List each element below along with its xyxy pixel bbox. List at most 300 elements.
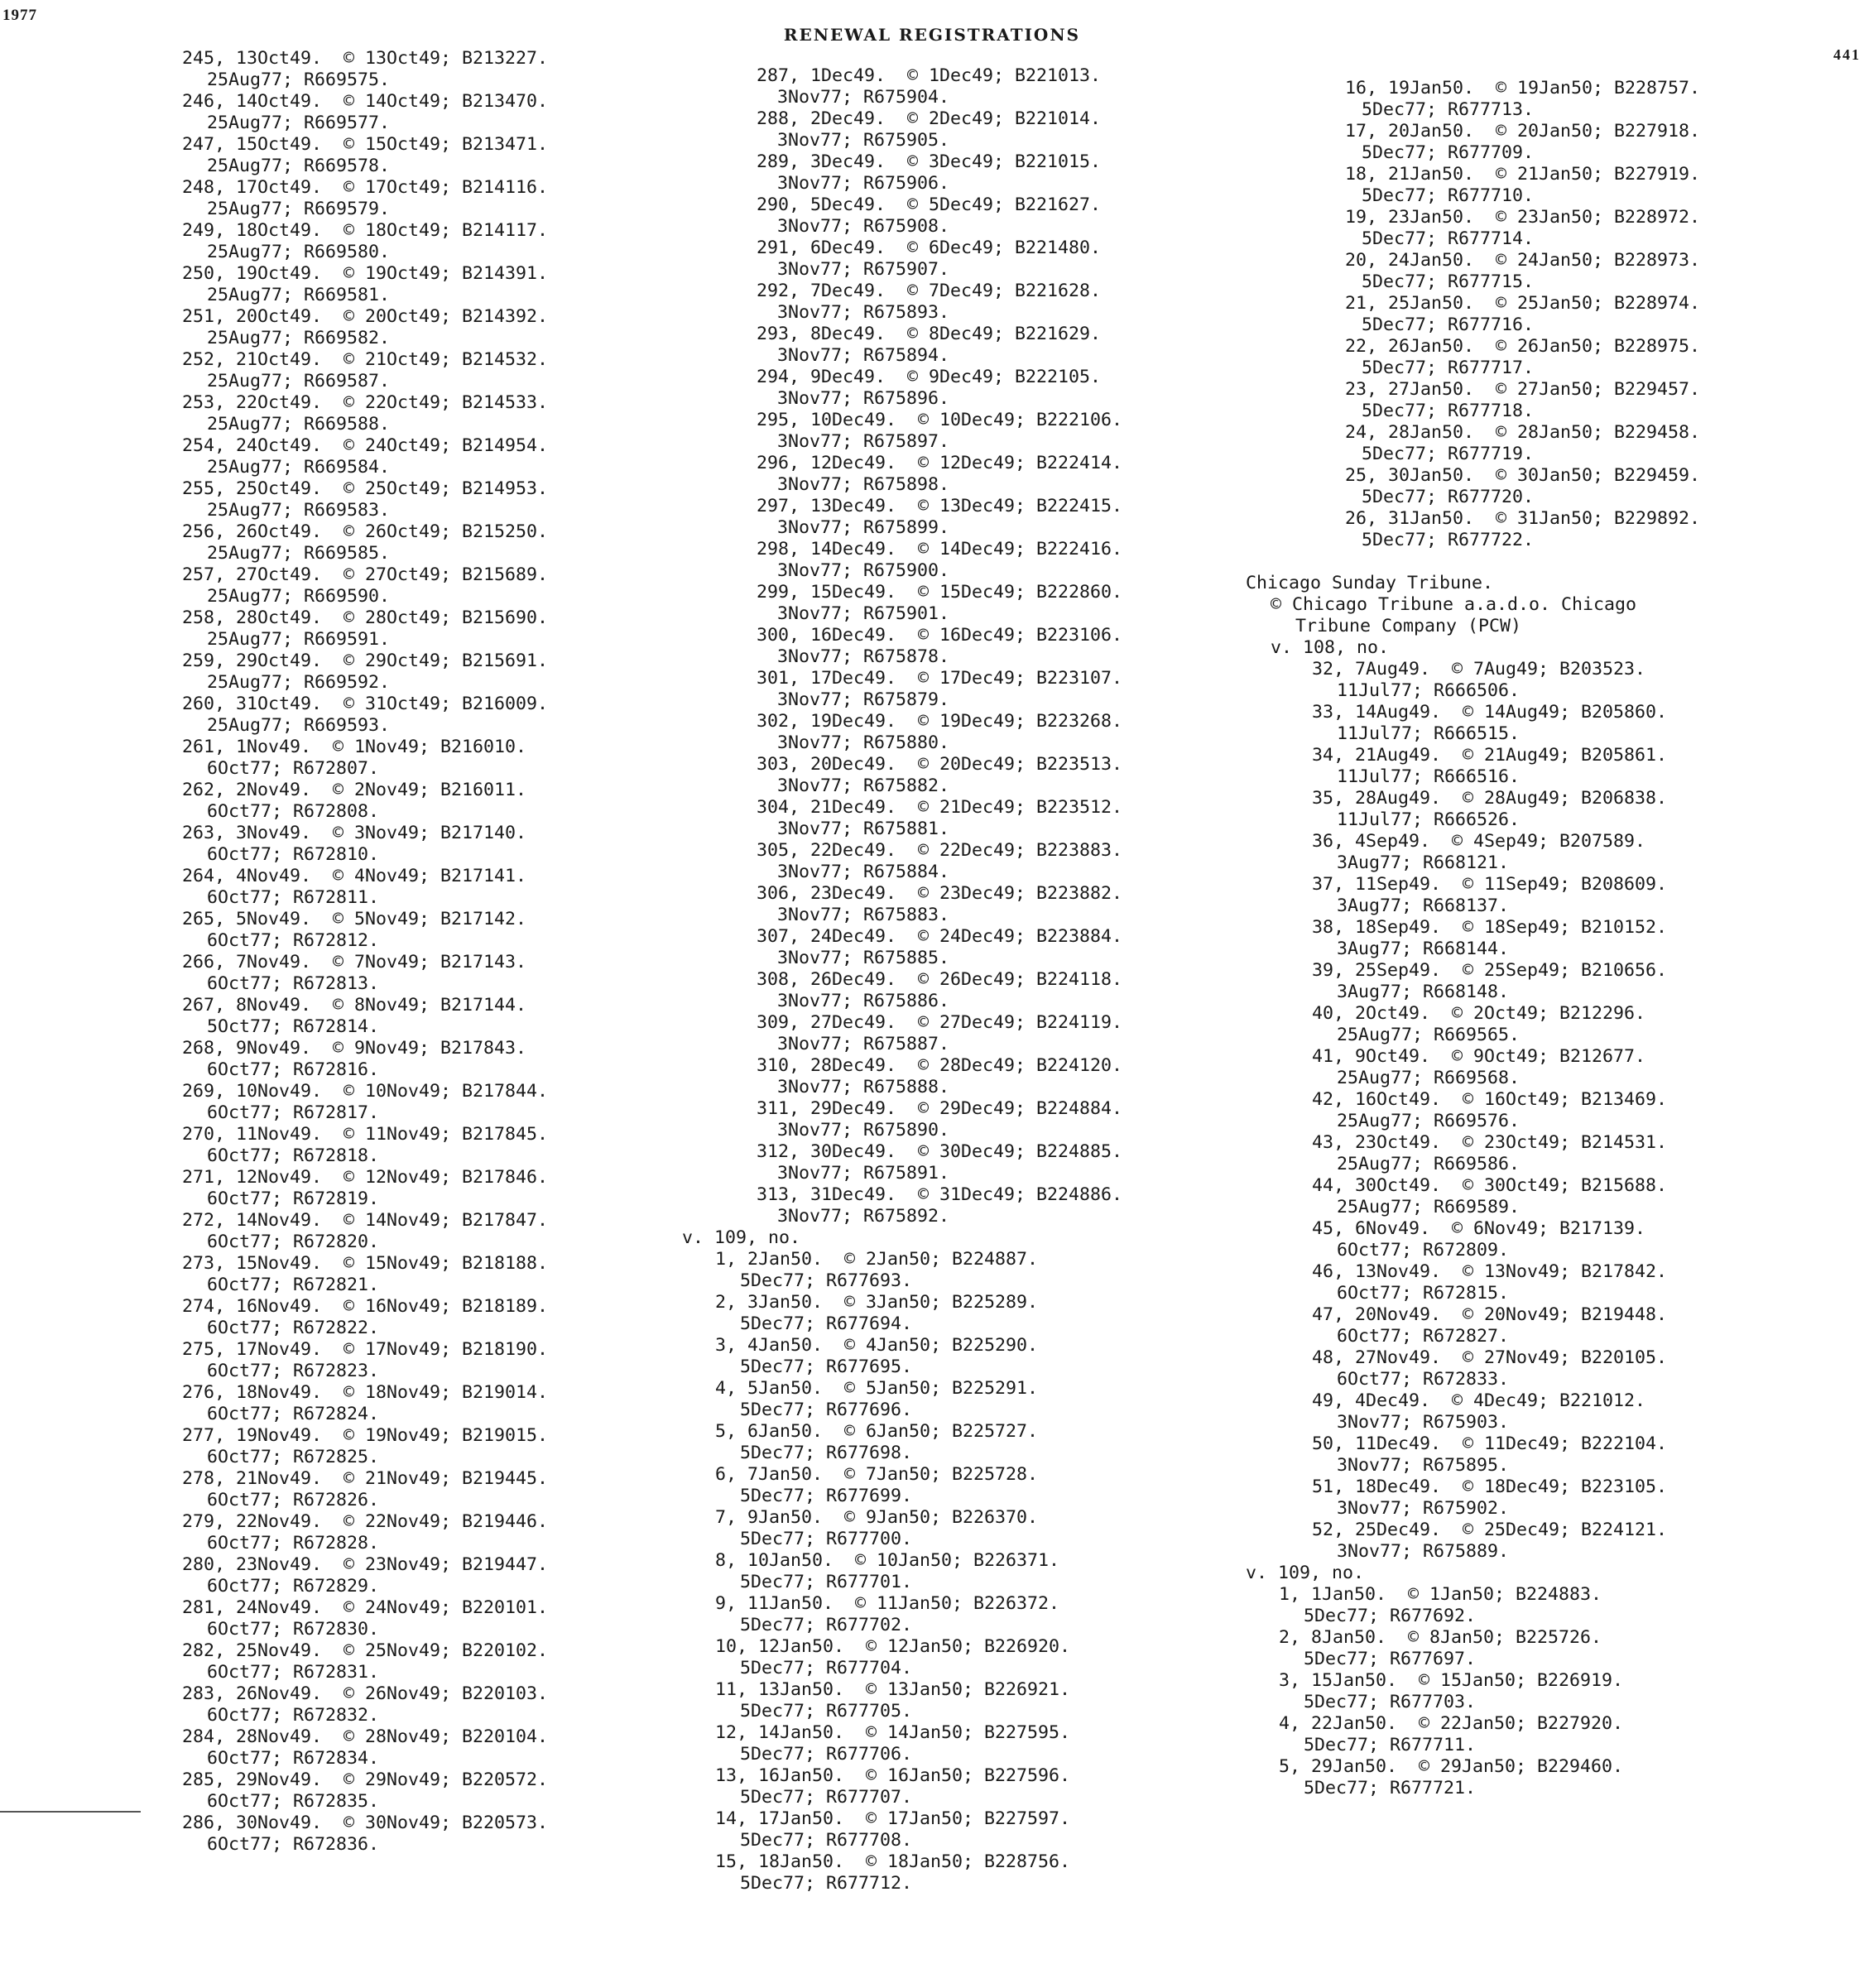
registration-entry (682, 797, 1212, 840)
entry-line-2: 6Oct77; R672836. (207, 1834, 380, 1855)
entry-line-2: 6Oct77; R672825. (207, 1447, 380, 1467)
entry-line-2: 3Nov77; R675898. (777, 474, 950, 495)
entry-line-2: 5Oct77; R672814. (207, 1016, 380, 1037)
entry-line-1: 12, 14Jan50. © 14Jan50; B227595. (715, 1722, 1071, 1743)
registration-entry (682, 1550, 1212, 1593)
entry-line-1: 274, 16Nov49. © 16Nov49; B218189. (182, 1296, 549, 1317)
entry-line-1: 306, 23Dec49. © 23Dec49; B223882. (757, 883, 1123, 904)
entry-line-1: 311, 29Dec49. © 29Dec49; B224884. (757, 1098, 1123, 1119)
entry-line-2: 25Aug77; R669586. (1337, 1154, 1521, 1174)
entry-line-1: 5, 6Jan50. © 6Jan50; B225727. (715, 1421, 1039, 1442)
entry-line-2: 3Nov77; R675890. (777, 1120, 950, 1140)
registration-entry (149, 651, 662, 694)
registration-entry (1246, 422, 1842, 465)
entry-line-2: 5Dec77; R677696. (740, 1400, 913, 1420)
registration-entry (149, 909, 662, 952)
entry-line-2: 3Nov77; R675905. (777, 130, 950, 151)
registration-entry (1246, 336, 1842, 379)
registration-entry (1246, 121, 1842, 164)
entry-line-1: 250, 19Oct49. © 19Oct49; B214391. (182, 263, 549, 284)
entry-line-2: 6Oct77; R672834. (207, 1748, 380, 1769)
registration-entry (682, 238, 1212, 281)
registration-entry (1246, 831, 1842, 874)
entry-line-1: 246, 14Oct49. © 14Oct49; B213470. (182, 91, 549, 112)
publication-title: Chicago Sunday Tribune. (1246, 573, 1494, 593)
entry-line-1: 9, 11Jan50. © 11Jan50; B226372. (715, 1593, 1060, 1614)
registration-entry (682, 65, 1212, 108)
owner-line-1: © Chicago Tribune a.a.d.o. Chicago (1271, 594, 1637, 615)
entry-line-1: 11, 13Jan50. © 13Jan50; B226921. (715, 1679, 1071, 1700)
entry-line-2: 5Dec77; R677720. (1362, 487, 1535, 507)
registration-entry (149, 1468, 662, 1511)
entry-line-1: 249, 18Oct49. © 18Oct49; B214117. (182, 220, 549, 241)
entry-line-2: 6Oct77; R672811. (207, 887, 380, 908)
entry-line-1: 267, 8Nov49. © 8Nov49; B217144. (182, 995, 527, 1016)
entry-line-1: 313, 31Dec49. © 31Dec49; B224886. (757, 1184, 1123, 1205)
registration-entry (149, 1339, 662, 1382)
registration-entry (682, 754, 1212, 797)
entry-line-1: 252, 21Oct49. © 21Oct49; B214532. (182, 349, 549, 370)
registration-entry (149, 1813, 662, 1856)
registration-entry (1246, 1261, 1842, 1304)
entry-line-1: 13, 16Jan50. © 16Jan50; B227596. (715, 1765, 1071, 1786)
entry-line-2: 3Nov77; R675888. (777, 1077, 950, 1097)
entry-line-2: 3Nov77; R675896. (777, 388, 950, 409)
entry-line-2: 3Aug77; R668144. (1337, 939, 1510, 959)
entry-line-2: 3Nov77; R675887. (777, 1034, 950, 1054)
entry-line-2: 5Dec77; R677716. (1362, 315, 1535, 335)
entry-line-1: 273, 15Nov49. © 15Nov49; B218188. (182, 1253, 549, 1274)
entry-line-2: 3Nov77; R675882. (777, 776, 950, 796)
registration-entry (1246, 250, 1842, 293)
entry-line-1: 25, 30Jan50. © 30Jan50; B229459. (1345, 465, 1701, 486)
registration-entry (149, 1167, 662, 1210)
entry-line-2: 6Oct77; R672816. (207, 1059, 380, 1080)
registration-entry (1246, 745, 1842, 788)
registration-entry (1246, 1627, 1842, 1670)
entry-line-2: 6Oct77; R672813. (207, 973, 380, 994)
entry-line-1: 247, 15Oct49. © 15Oct49; B213471. (182, 134, 549, 155)
registration-entry (149, 478, 662, 521)
registration-entry (149, 349, 662, 392)
entry-line-1: 38, 18Sep49. © 18Sep49; B210152. (1312, 917, 1668, 938)
entry-line-2: 3Nov77; R675889. (1337, 1541, 1510, 1562)
entry-line-2: 6Oct77; R672819. (207, 1188, 380, 1209)
entry-line-2: 25Aug77; R669568. (1337, 1068, 1521, 1088)
entry-line-2: 3Nov77; R675903. (1337, 1412, 1510, 1433)
registration-entry (682, 1184, 1212, 1227)
entry-line-1: 307, 24Dec49. © 24Dec49; B223884. (757, 926, 1123, 947)
entry-line-2: 6Oct77; R672835. (207, 1791, 380, 1812)
entry-line-1: 278, 21Nov49. © 21Nov49; B219445. (182, 1468, 549, 1489)
entry-line-2: 5Dec77; R677703. (1304, 1692, 1477, 1712)
entry-line-1: 34, 21Aug49. © 21Aug49; B205861. (1312, 745, 1668, 766)
entry-line-1: 303, 20Dec49. © 20Dec49; B223513. (757, 754, 1123, 775)
registration-entry (1246, 1520, 1842, 1563)
registration-entry (1246, 1584, 1842, 1627)
stray-ink-rule (0, 1811, 141, 1813)
entry-line-1: 7, 9Jan50. © 9Jan50; B226370. (715, 1507, 1039, 1528)
registration-entry (149, 392, 662, 435)
registration-entry (682, 281, 1212, 324)
entry-line-2: 25Aug77; R669577. (207, 113, 391, 133)
registration-entry (682, 1636, 1212, 1679)
entry-line-1: 305, 22Dec49. © 22Dec49; B223883. (757, 840, 1123, 861)
entry-line-1: 4, 22Jan50. © 22Jan50; B227920. (1279, 1713, 1624, 1734)
registration-entry (1246, 508, 1842, 551)
entry-line-1: 43, 23Oct49. © 23Oct49; B214531. (1312, 1132, 1668, 1153)
entry-line-2: 3Aug77; R668137. (1337, 896, 1510, 916)
registration-entry (149, 1210, 662, 1253)
entry-line-1: 269, 10Nov49. © 10Nov49; B217844. (182, 1081, 549, 1102)
entry-line-2: 3Nov77; R675908. (777, 216, 950, 237)
registration-entry (149, 607, 662, 651)
entry-line-1: 300, 16Dec49. © 16Dec49; B223106. (757, 625, 1123, 646)
registration-entry (682, 668, 1212, 711)
entry-line-2: 3Aug77; R668148. (1337, 982, 1510, 1002)
registration-entry (1246, 379, 1842, 422)
entry-line-1: 268, 9Nov49. © 9Nov49; B217843. (182, 1038, 527, 1059)
entry-line-1: 289, 3Dec49. © 3Dec49; B221015. (757, 151, 1102, 172)
column-3 (1246, 78, 1842, 1799)
entry-line-1: 2, 8Jan50. © 8Jan50; B225726. (1279, 1627, 1602, 1648)
registration-entry (682, 1808, 1212, 1851)
registration-entry (149, 1382, 662, 1425)
registration-entry (1246, 164, 1842, 207)
entry-line-1: 49, 4Dec49. © 4Dec49; B221012. (1312, 1390, 1646, 1411)
entry-line-2: 5Dec77; R677718. (1362, 401, 1535, 421)
entry-line-2: 5Dec77; R677714. (1362, 228, 1535, 249)
entry-line-2: 25Aug77; R669585. (207, 543, 391, 564)
entry-line-1: 292, 7Dec49. © 7Dec49; B221628. (757, 281, 1102, 301)
entry-line-2: 5Dec77; R677715. (1362, 271, 1535, 292)
registration-entry (1246, 1713, 1842, 1756)
entry-line-2: 6Oct77; R672823. (207, 1361, 380, 1381)
entry-line-1: 281, 24Nov49. © 24Nov49; B220101. (182, 1597, 549, 1618)
entry-line-1: 299, 15Dec49. © 15Dec49; B222860. (757, 582, 1123, 603)
entry-line-1: 309, 27Dec49. © 27Dec49; B224119. (757, 1012, 1123, 1033)
entry-line-1: 1, 2Jan50. © 2Jan50; B224887. (715, 1249, 1039, 1270)
entry-line-1: 280, 23Nov49. © 23Nov49; B219447. (182, 1554, 549, 1575)
entry-line-2: 3Nov77; R675878. (777, 646, 950, 667)
entry-line-2: 6Oct77; R672809. (1337, 1240, 1510, 1261)
entry-line-1: 298, 14Dec49. © 14Dec49; B222416. (757, 539, 1123, 559)
entry-line-2: 25Aug77; R669578. (207, 156, 391, 176)
registration-entry (682, 1679, 1212, 1722)
registration-entry (1246, 960, 1842, 1003)
entry-line-1: 8, 10Jan50. © 10Jan50; B226371. (715, 1550, 1060, 1571)
entry-line-2: 5Dec77; R677704. (740, 1658, 913, 1678)
registration-entry (682, 1507, 1212, 1550)
entry-line-2: 3Nov77; R675880. (777, 732, 950, 753)
entry-line-1: 277, 19Nov49. © 19Nov49; B219015. (182, 1425, 549, 1446)
entry-line-1: 262, 2Nov49. © 2Nov49; B216011. (182, 780, 527, 800)
registration-entry (682, 1378, 1212, 1421)
registration-entry (682, 840, 1212, 883)
entry-line-2: 5Dec77; R677697. (1304, 1649, 1477, 1669)
entry-line-1: 258, 28Oct49. © 28Oct49; B215690. (182, 607, 549, 628)
entry-line-1: 32, 7Aug49. © 7Aug49; B203523. (1312, 659, 1646, 679)
registration-entry (682, 1292, 1212, 1335)
registration-entry (149, 1554, 662, 1597)
entry-line-1: 283, 26Nov49. © 26Nov49; B220103. (182, 1683, 549, 1704)
registration-entry (1246, 1089, 1842, 1132)
registration-entry (1246, 207, 1842, 250)
entry-line-1: 279, 22Nov49. © 22Nov49; B219446. (182, 1511, 549, 1532)
entry-line-2: 6Oct77; R672826. (207, 1490, 380, 1510)
entry-line-1: 17, 20Jan50. © 20Jan50; B227918. (1345, 121, 1701, 142)
entry-line-2: 6Oct77; R672821. (207, 1275, 380, 1295)
entry-line-1: 282, 25Nov49. © 25Nov49; B220102. (182, 1640, 549, 1661)
entry-line-1: 264, 4Nov49. © 4Nov49; B217141. (182, 866, 527, 886)
entry-line-2: 3Nov77; R675883. (777, 905, 950, 925)
registration-entry (1246, 1477, 1842, 1520)
entry-line-1: 254, 24Oct49. © 24Oct49; B214954. (182, 435, 549, 456)
registration-entry (149, 521, 662, 564)
entry-line-2: 6Oct77; R672824. (207, 1404, 380, 1424)
registration-entry (682, 453, 1212, 496)
registration-entry (682, 539, 1212, 582)
registration-entry (682, 1141, 1212, 1184)
registration-entry (1246, 659, 1842, 702)
entry-line-2: 5Dec77; R677709. (1362, 142, 1535, 163)
entry-line-2: 6Oct77; R672833. (1337, 1369, 1510, 1390)
registration-entry (682, 1249, 1212, 1292)
entry-line-2: 25Aug77; R669587. (207, 371, 391, 391)
registration-entry (149, 1081, 662, 1124)
registration-entry (682, 1722, 1212, 1765)
registration-entry (149, 995, 662, 1038)
entry-line-1: 46, 13Nov49. © 13Nov49; B217842. (1312, 1261, 1668, 1282)
entry-line-2: 5Dec77; R677722. (1362, 530, 1535, 550)
entry-line-2: 3Nov77; R675904. (777, 87, 950, 108)
entry-line-2: 6Oct77; R672818. (207, 1145, 380, 1166)
entry-line-2: 6Oct77; R672820. (207, 1232, 380, 1252)
entry-line-1: 37, 11Sep49. © 11Sep49; B208609. (1312, 874, 1668, 895)
registration-entry (682, 496, 1212, 539)
entry-line-1: 35, 28Aug49. © 28Aug49; B206838. (1312, 788, 1668, 809)
entry-line-2: 5Dec77; R677692. (1304, 1606, 1477, 1626)
page-number: 441 (1833, 46, 1861, 63)
entry-line-1: 275, 17Nov49. © 17Nov49; B218190. (182, 1339, 549, 1360)
entry-line-2: 6Oct77; R672829. (207, 1576, 380, 1597)
entry-line-2: 5Dec77; R677710. (1362, 185, 1535, 206)
entry-line-2: 25Aug77; R669576. (1337, 1111, 1521, 1131)
entry-line-1: 41, 9Oct49. © 9Oct49; B212677. (1312, 1046, 1646, 1067)
registration-entry (149, 1124, 662, 1167)
entry-line-1: 288, 2Dec49. © 2Dec49; B221014. (757, 108, 1102, 129)
entry-line-2: 5Dec77; R677721. (1304, 1778, 1477, 1798)
entry-line-1: 256, 26Oct49. © 26Oct49; B215250. (182, 521, 549, 542)
entry-line-1: 251, 20Oct49. © 20Oct49; B214392. (182, 306, 549, 327)
registration-entry (149, 1597, 662, 1640)
entry-line-2: 3Nov77; R675897. (777, 431, 950, 452)
entry-line-1: 304, 21Dec49. © 21Dec49; B223512. (757, 797, 1123, 818)
entry-line-1: 3, 15Jan50. © 15Jan50; B226919. (1279, 1670, 1624, 1691)
entry-line-2: 5Dec77; R677693. (740, 1270, 913, 1291)
entry-line-1: 45, 6Nov49. © 6Nov49; B217139. (1312, 1218, 1646, 1239)
entry-line-2: 25Aug77; R669590. (207, 586, 391, 607)
registration-entry (682, 711, 1212, 754)
registration-entry (682, 1593, 1212, 1636)
entry-line-1: 291, 6Dec49. © 6Dec49; B221480. (757, 238, 1102, 258)
entry-line-2: 25Aug77; R669579. (207, 199, 391, 219)
registration-entry (682, 1421, 1212, 1464)
entry-line-2: 6Oct77; R672812. (207, 930, 380, 951)
registration-entry (1246, 1046, 1842, 1089)
entry-line-2: 5Dec77; R677700. (740, 1529, 913, 1549)
entry-line-2: 3Nov77; R675901. (777, 603, 950, 624)
entry-line-2: 3Nov77; R675881. (777, 819, 950, 839)
registration-entry (149, 1770, 662, 1813)
registration-entry (682, 410, 1212, 453)
entry-line-1: 295, 10Dec49. © 10Dec49; B222106. (757, 410, 1123, 430)
entry-line-2: 6Oct77; R672817. (207, 1102, 380, 1123)
entry-line-2: 3Nov77; R675879. (777, 689, 950, 710)
entry-line-1: 312, 30Dec49. © 30Dec49; B224885. (757, 1141, 1123, 1162)
entry-line-2: 5Dec77; R677705. (740, 1701, 913, 1721)
registration-entry (1246, 702, 1842, 745)
entry-line-1: 16, 19Jan50. © 19Jan50; B228757. (1345, 78, 1701, 98)
entry-line-1: 6, 7Jan50. © 7Jan50; B225728. (715, 1464, 1039, 1485)
entry-line-2: 5Dec77; R677707. (740, 1787, 913, 1808)
entry-line-2: 5Dec77; R677695. (740, 1357, 913, 1377)
entry-line-1: 308, 26Dec49. © 26Dec49; B224118. (757, 969, 1123, 990)
entry-line-1: 255, 25Oct49. © 25Oct49; B214953. (182, 478, 549, 499)
entry-line-1: 260, 31Oct49. © 31Oct49; B216009. (182, 694, 549, 714)
entry-line-1: 22, 26Jan50. © 26Jan50; B228975. (1345, 336, 1701, 357)
entry-line-1: 47, 20Nov49. © 20Nov49; B219448. (1312, 1304, 1668, 1325)
entry-line-1: 266, 7Nov49. © 7Nov49; B217143. (182, 952, 527, 972)
entry-line-2: 5Dec77; R677712. (740, 1873, 913, 1894)
entry-line-2: 5Dec77; R677702. (740, 1615, 913, 1635)
entry-line-2: 3Nov77; R675895. (1337, 1455, 1510, 1476)
entry-line-2: 3Nov77; R675907. (777, 259, 950, 280)
registration-entry (1246, 874, 1842, 917)
entry-line-1: 21, 25Jan50. © 25Jan50; B228974. (1345, 293, 1701, 314)
entry-line-1: 270, 11Nov49. © 11Nov49; B217845. (182, 1124, 549, 1145)
volume-109-label: v. 109, no. (1246, 1563, 1365, 1583)
registration-entry (682, 194, 1212, 238)
column-1 (149, 48, 662, 1856)
entry-line-1: 39, 25Sep49. © 25Sep49; B210656. (1312, 960, 1668, 981)
registration-entry (1246, 788, 1842, 831)
registration-entry (1246, 465, 1842, 508)
entry-line-1: 5, 29Jan50. © 29Jan50; B229460. (1279, 1756, 1624, 1777)
entry-line-2: 3Nov77; R675900. (777, 560, 950, 581)
registration-entry (149, 1296, 662, 1339)
registration-entry (682, 1464, 1212, 1507)
registration-entry (149, 1253, 662, 1296)
registration-entry (682, 969, 1212, 1012)
registration-entry (1246, 1132, 1842, 1175)
entry-line-2: 3Nov77; R675885. (777, 948, 950, 968)
entry-line-2: 5Dec77; R677717. (1362, 358, 1535, 378)
volume-108-label: v. 108, no. (1271, 637, 1390, 658)
entry-line-2: 25Aug77; R669575. (207, 70, 391, 90)
entry-line-1: 261, 1Nov49. © 1Nov49; B216010. (182, 737, 527, 757)
entry-line-2: 3Nov77; R675906. (777, 173, 950, 194)
entry-line-1: 245, 13Oct49. © 13Oct49; B213227. (182, 48, 549, 69)
entry-line-2: 3Nov77; R675899. (777, 517, 950, 538)
registration-entry (682, 151, 1212, 194)
entry-line-2: 11Jul77; R666515. (1337, 723, 1521, 744)
entry-line-2: 25Aug77; R669580. (207, 242, 391, 262)
registration-entry (149, 134, 662, 177)
entry-line-1: 310, 28Dec49. © 28Dec49; B224120. (757, 1055, 1123, 1076)
entry-line-1: 15, 18Jan50. © 18Jan50; B228756. (715, 1851, 1071, 1872)
entry-line-2: 25Aug77; R669565. (1337, 1025, 1521, 1045)
entry-line-2: 25Aug77; R669584. (207, 457, 391, 478)
entry-line-1: 290, 5Dec49. © 5Dec49; B221627. (757, 194, 1102, 215)
entry-line-1: 4, 5Jan50. © 5Jan50; B225291. (715, 1378, 1039, 1399)
registration-entry (682, 1055, 1212, 1098)
registration-entry (1246, 1756, 1842, 1799)
entry-line-1: 20, 24Jan50. © 24Jan50; B228973. (1345, 250, 1701, 271)
entry-line-2: 25Aug77; R669591. (207, 629, 391, 650)
entry-line-2: 6Oct77; R672822. (207, 1318, 380, 1338)
entry-line-2: 11Jul77; R666516. (1337, 766, 1521, 787)
registration-entry (1246, 78, 1842, 121)
entry-line-1: 285, 29Nov49. © 29Nov49; B220572. (182, 1770, 549, 1790)
entry-line-2: 5Dec77; R677698. (740, 1443, 913, 1463)
entry-line-2: 25Aug77; R669588. (207, 414, 391, 435)
entry-line-2: 3Aug77; R668121. (1337, 852, 1510, 873)
entry-line-2: 3Nov77; R675892. (777, 1206, 950, 1227)
entry-line-2: 5Dec77; R677713. (1362, 99, 1535, 120)
owner-line-2: Tribune Company (PCW) (1295, 616, 1522, 636)
entry-line-1: 284, 28Nov49. © 28Nov49; B220104. (182, 1726, 549, 1747)
entry-line-2: 5Dec77; R677694. (740, 1313, 913, 1334)
registration-entry (1246, 1003, 1842, 1046)
entry-line-1: 271, 12Nov49. © 12Nov49; B217846. (182, 1167, 549, 1188)
entry-line-1: 10, 12Jan50. © 12Jan50; B226920. (715, 1636, 1071, 1657)
entry-line-1: 52, 25Dec49. © 25Dec49; B224121. (1312, 1520, 1668, 1540)
entry-line-2: 25Aug77; R669589. (1337, 1197, 1521, 1217)
entry-line-2: 3Nov77; R675884. (777, 862, 950, 882)
entry-line-1: 36, 4Sep49. © 4Sep49; B207589. (1312, 831, 1646, 852)
entry-line-1: 257, 27Oct49. © 27Oct49; B215689. (182, 564, 549, 585)
registration-entry (149, 780, 662, 823)
entry-line-2: 6Oct77; R672828. (207, 1533, 380, 1553)
registration-entry (682, 324, 1212, 367)
entry-line-2: 5Dec77; R677706. (740, 1744, 913, 1765)
entry-line-1: 18, 21Jan50. © 21Jan50; B227919. (1345, 164, 1701, 185)
entry-line-2: 11Jul77; R666506. (1337, 680, 1521, 701)
registration-entry (149, 737, 662, 780)
entry-line-1: 50, 11Dec49. © 11Dec49; B222104. (1312, 1433, 1668, 1454)
entry-line-2: 5Dec77; R677711. (1304, 1735, 1477, 1755)
registration-entry (149, 1511, 662, 1554)
registration-entry (149, 1038, 662, 1081)
entry-line-2: 5Dec77; R677699. (740, 1486, 913, 1506)
registration-entry (682, 1851, 1212, 1894)
entry-line-1: 2, 3Jan50. © 3Jan50; B225289. (715, 1292, 1039, 1313)
registration-entry (1246, 917, 1842, 960)
entry-line-1: 276, 18Nov49. © 18Nov49; B219014. (182, 1382, 549, 1403)
entry-line-1: 1, 1Jan50. © 1Jan50; B224883. (1279, 1584, 1602, 1605)
registration-entry (682, 1335, 1212, 1378)
registration-entry (149, 91, 662, 134)
entry-line-1: 24, 28Jan50. © 28Jan50; B229458. (1345, 422, 1701, 443)
registration-entry (149, 952, 662, 995)
entry-line-2: 25Aug77; R669593. (207, 715, 391, 736)
entry-line-1: 286, 30Nov49. © 30Nov49; B220573. (182, 1813, 549, 1833)
registration-entry (149, 48, 662, 91)
registration-entry (682, 1098, 1212, 1141)
registration-entry (682, 367, 1212, 410)
entry-line-1: 48, 27Nov49. © 27Nov49; B220105. (1312, 1347, 1668, 1368)
